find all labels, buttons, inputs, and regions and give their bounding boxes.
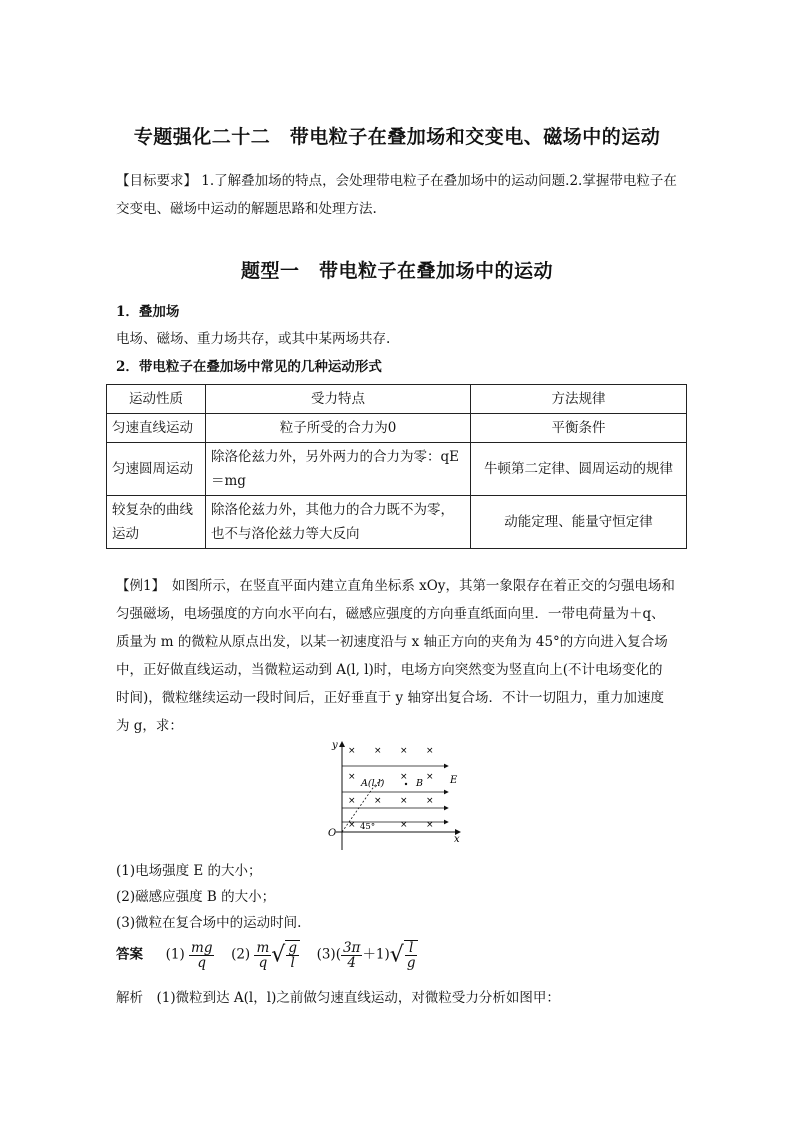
answer-part-3b: ＋1): [362, 946, 390, 963]
table-cell-line: 较复杂的曲线: [112, 502, 193, 518]
sqrt-l-over-g: [404, 940, 419, 970]
b-field-mark: ×: [400, 796, 408, 806]
b-field-mark: ×: [400, 746, 408, 756]
table-cell: 平衡条件: [471, 414, 687, 443]
b-field-mark: ×: [374, 746, 382, 756]
item2-heading: 2．带电粒子在叠加场中常见的几种运动形式: [116, 359, 382, 375]
table-cell-line: 除洛伦兹力外，另外两力的合力为零：qE: [211, 449, 459, 465]
table-header-row: [107, 385, 687, 414]
b-field-mark: ×: [348, 746, 356, 756]
goals-line-2: 交变电、磁场中运动的解题思路和处理方法.: [116, 201, 377, 217]
table-cell: 匀速直线运动: [107, 414, 206, 443]
answer-line: [116, 940, 682, 980]
table-cell: [206, 496, 471, 549]
table-cell: 粒子所受的合力为0: [206, 414, 471, 443]
fraction-denominator: l: [290, 955, 295, 971]
answer-part-1: (1): [165, 946, 185, 963]
example-line-6: 为 g，求：: [116, 718, 183, 734]
fraction-numerator: m: [256, 939, 270, 956]
table-cell: 牛顿第二定律、圆周运动的规律: [471, 443, 687, 496]
fraction-mg-over-q: [189, 941, 214, 970]
goals-line-1: 【目标要求】 1.了解叠加场的特点，会处理带电粒子在叠加场中的运动问题.2.掌握带电粒子在: [116, 173, 677, 189]
table-row: [107, 414, 687, 443]
fraction-3pi-over-4: [341, 941, 362, 970]
section-title: 题型一 带电粒子在叠加场中的运动: [240, 260, 553, 282]
example-line-3: 质量为 m 的微粒从原点出发，以某一初速度沿与 x 轴正方向的夹角为 45°的方向进入复合场: [116, 634, 668, 650]
answer-part-2: (2): [231, 946, 251, 963]
example-line-5: 时间)，微粒继续运动一段时间后，正好垂直于 y 轴穿出复合场．不计一切阻力，重力加速度: [116, 690, 664, 706]
b-field-mark: ×: [426, 820, 434, 830]
fraction-numerator: g: [288, 940, 297, 956]
sqrt-g-over-l: [285, 940, 300, 970]
table-cell-line: 运动: [112, 526, 139, 542]
b-field-mark: ×: [400, 820, 408, 830]
origin-label: O: [328, 828, 337, 839]
b-field-mark: ×: [426, 796, 434, 806]
field-e-label: E: [450, 775, 458, 786]
table-row: [107, 443, 687, 496]
table-header-cell: 受力特点: [206, 385, 471, 414]
table-cell: [206, 443, 471, 496]
b-field-mark: ×: [400, 772, 408, 782]
x-axis-label: x: [454, 834, 460, 845]
table-cell: 动能定理、能量守恒定律: [471, 496, 687, 549]
b-field-mark: ×: [374, 796, 382, 806]
motion-table: [106, 384, 687, 549]
fraction-numerator: mg: [191, 939, 213, 956]
fraction-numerator: l: [405, 941, 418, 956]
answer-part-3: (3)(: [316, 946, 341, 963]
table-header-cell: 运动性质: [107, 385, 206, 414]
angle-label: 45°: [360, 822, 376, 832]
table-cell-line: 也不与洛伦兹力等大反向: [211, 526, 360, 542]
table-cell-line: 除洛伦兹力外，其他力的合力既不为零，: [211, 502, 454, 518]
table-row: [107, 496, 687, 549]
table-cell: [107, 496, 206, 549]
question-2: (2)磁感应强度 B 的大小；: [116, 889, 276, 905]
item1-text: 电场、磁场、重力场共存，或其中某两场共存.: [116, 331, 391, 347]
fraction-denominator: g: [406, 955, 416, 971]
item1-heading: 1．叠加场: [116, 304, 180, 320]
fraction-denominator: 4: [347, 954, 356, 971]
point-dot: [405, 783, 407, 785]
table-cell: 匀速圆周运动: [107, 443, 206, 496]
fraction-numerator: 3π: [342, 939, 361, 956]
b-field-mark: ×: [348, 772, 356, 782]
point-b-label: B: [416, 778, 423, 789]
example-line-2: 匀强磁场，电场强度的方向水平向右，磁感应强度的方向垂直纸面向里．一带电荷量为＋q、: [116, 606, 665, 622]
fraction-denominator: q: [258, 954, 268, 971]
fraction-m-over-q: [254, 941, 271, 970]
point-a-label: A(l,l): [361, 778, 385, 789]
example-line-1: 【例1】 如图所示，在竖直平面内建立直角坐标系 xOy，其第一象限存在着正交的匀强电场和: [116, 578, 675, 594]
field-diagram: [320, 736, 470, 854]
table-cell-line: ＝mg: [211, 473, 246, 489]
b-field-mark: ×: [348, 820, 356, 830]
fraction-denominator: q: [197, 954, 207, 971]
sqrt-icon: √: [271, 942, 286, 968]
answer-label: 答案: [116, 946, 143, 963]
question-3: (3)微粒在复合场中的运动时间.: [116, 915, 302, 931]
analysis-line: 解析 (1)微粒到达 A(l，l)之前做匀速直线运动，对微粒受力分析如图甲：: [116, 990, 560, 1006]
example-line-4: 中，正好做直线运动，当微粒运动到 A(l, l)时，电场方向突然变为竖直向上(不计电场变化的: [116, 662, 663, 678]
y-axis-label: y: [332, 740, 338, 751]
page-title: 专题强化二十二 带电粒子在叠加场和交变电、磁场中的运动: [133, 126, 661, 148]
b-field-mark: ×: [426, 746, 434, 756]
b-field-mark: ×: [426, 772, 434, 782]
question-1: (1)电场强度 E 的大小；: [116, 863, 262, 879]
b-field-mark: ×: [348, 796, 356, 806]
sqrt-icon: √: [389, 942, 404, 968]
table-header-cell: 方法规律: [471, 385, 687, 414]
